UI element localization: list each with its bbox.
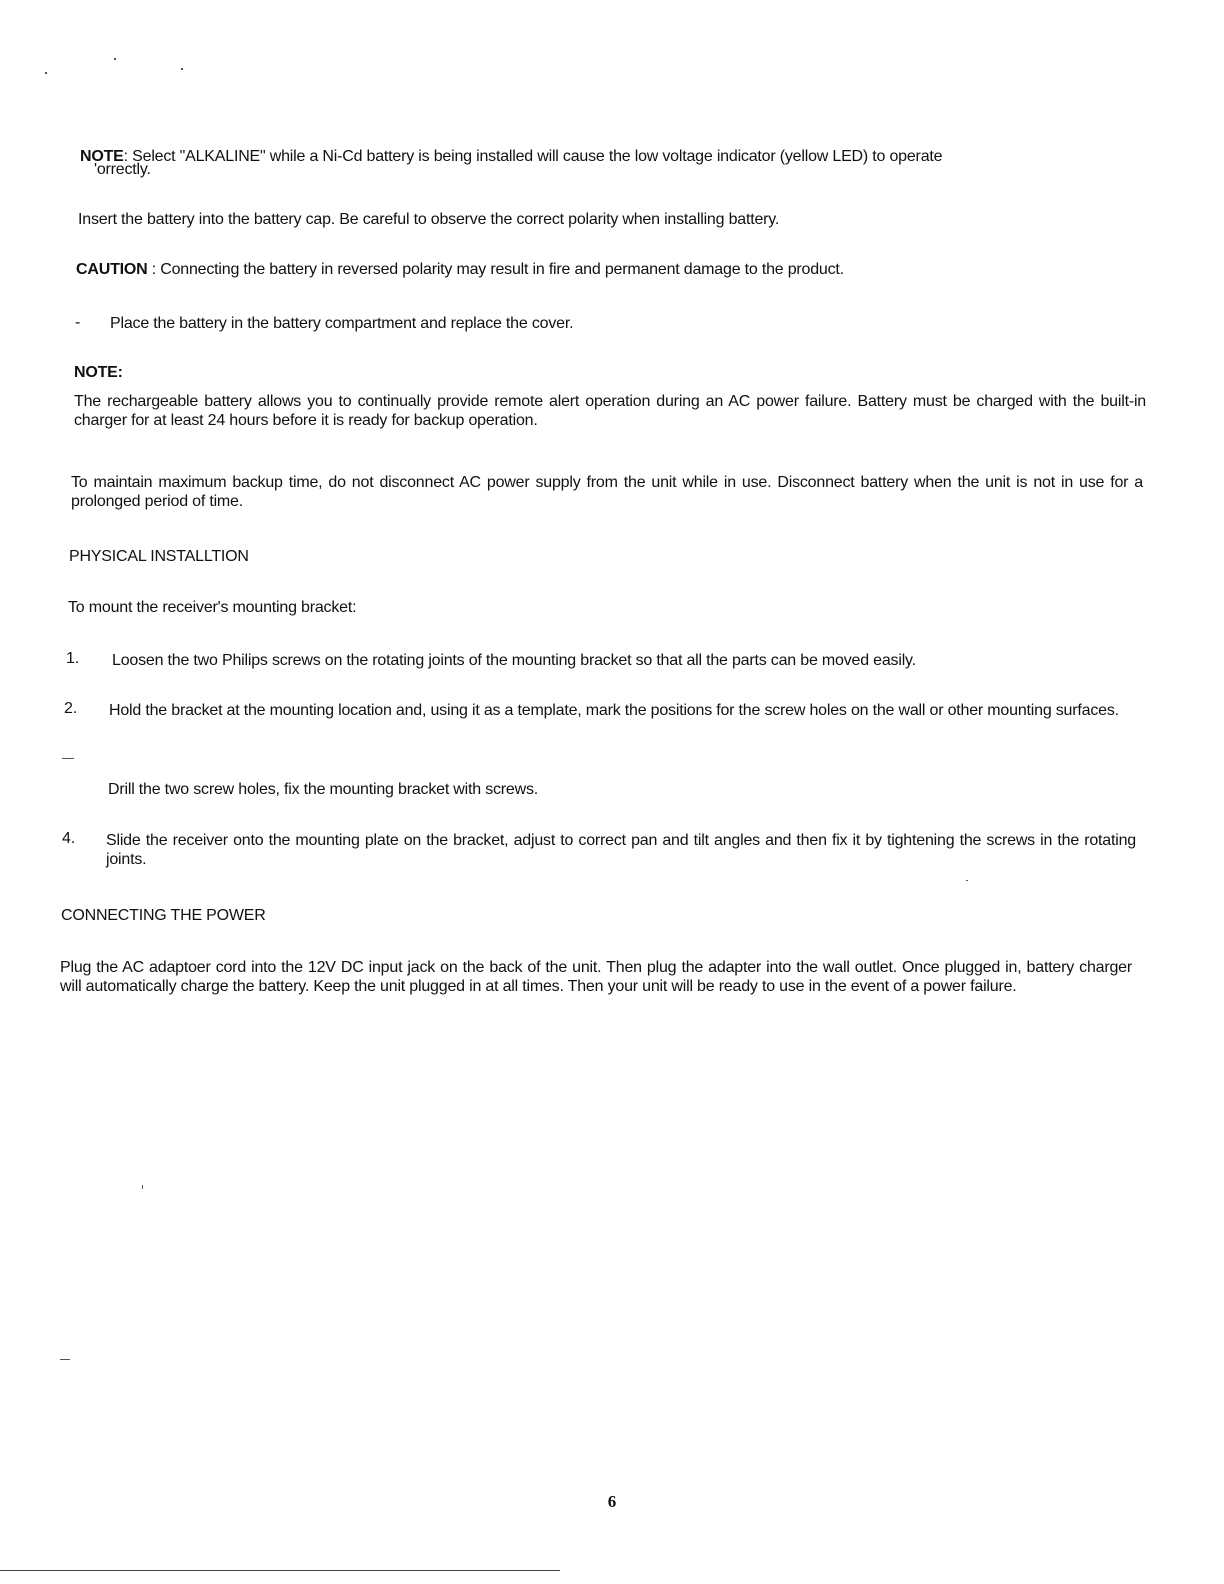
scan-speck	[62, 758, 74, 759]
caution-text: : Connecting the battery in reversed polarity may result in fire and permanent damage to the product.	[147, 261, 844, 278]
place-marker: -	[75, 314, 81, 331]
note2-paragraph	[74, 392, 1146, 430]
power-text: Plug the AC adaptoer cord into the 12V DC input jack on the back of the unit. Then plug the adapter into the wall outlet. Once plugged in, battery charger will automatically charge the battery. Keep the unit plugged in at all times. Then your unit will be ready to use in the event of a power failure.	[60, 959, 1132, 995]
insert-paragraph	[78, 210, 1158, 229]
scan-speck	[142, 1185, 143, 1189]
maintain-text: To maintain maximum backup time, do not disconnect AC power supply from the unit while in use. Disconnect battery when the unit is not in use for a prolonged period of time.	[71, 474, 1143, 510]
scan-speck	[966, 880, 968, 881]
bottom-rule	[0, 1570, 560, 1571]
power-heading	[61, 906, 461, 925]
physical-intro-text: To mount the receiver's mounting bracket:	[68, 599, 357, 616]
step-4	[106, 831, 1136, 869]
scan-speck	[181, 68, 183, 70]
step-2-marker: 2.	[64, 700, 78, 717]
step-1	[112, 651, 1142, 670]
note2-label: NOTE:	[74, 364, 123, 381]
page-number: 6	[607, 1492, 617, 1511]
note2-text: The rechargeable battery allows you to continually provide remote alert operation during an AC power failure. Battery must be charged with the built-in charger for at least 24 hours before it is ready for backup operation.	[74, 393, 1146, 429]
step-3	[108, 780, 1138, 799]
physical-heading	[69, 547, 469, 566]
step-3-text: Drill the two screw holes, fix the mounting bracket with screws.	[108, 781, 539, 798]
step-2-text: Hold the bracket at the mounting location and, using it as a template, mark the positions for the screw holes on the wall or other mounting surfaces.	[109, 702, 1119, 719]
step-4-text: Slide the receiver onto the mounting plate on the bracket, adjust to correct pan and tilt angles and then fix it by tightening the screws in the rotating joints.	[106, 832, 1136, 868]
power-paragraph	[60, 958, 1132, 996]
caution-paragraph	[76, 260, 1156, 279]
place-paragraph	[110, 314, 1150, 333]
insert-text: Insert the battery into the battery cap. Be careful to observe the correct polarity when installing battery.	[78, 211, 780, 228]
note2-heading	[74, 363, 274, 382]
scan-speck	[45, 72, 47, 74]
note-continuation-text: 'orrectly.	[94, 161, 151, 178]
step-4-marker: 4.	[62, 830, 76, 847]
place-text: Place the battery in the battery compartment and replace the cover.	[110, 315, 574, 332]
step-2	[109, 701, 1139, 720]
note-label: NOTE	[80, 148, 124, 165]
note-continuation	[94, 160, 394, 179]
scan-speck	[60, 1359, 70, 1360]
maintain-paragraph	[71, 473, 1143, 511]
step-1-text: Loosen the two Philips screws on the rotating joints of the mounting bracket so that all the parts can be moved easily.	[112, 652, 916, 669]
step-1-marker: 1.	[66, 650, 80, 667]
power-heading-text: CONNECTING THE POWER	[61, 907, 266, 924]
physical-heading-text: PHYSICAL INSTALLTION	[69, 548, 249, 565]
physical-intro	[68, 598, 668, 617]
note-text: : Select "ALKALINE" while a Ni-Cd battery is being installed will cause the low voltage indicator (yellow LED) to operate	[123, 148, 943, 165]
caution-label: CAUTION	[76, 261, 148, 278]
scan-speck	[114, 58, 116, 60]
